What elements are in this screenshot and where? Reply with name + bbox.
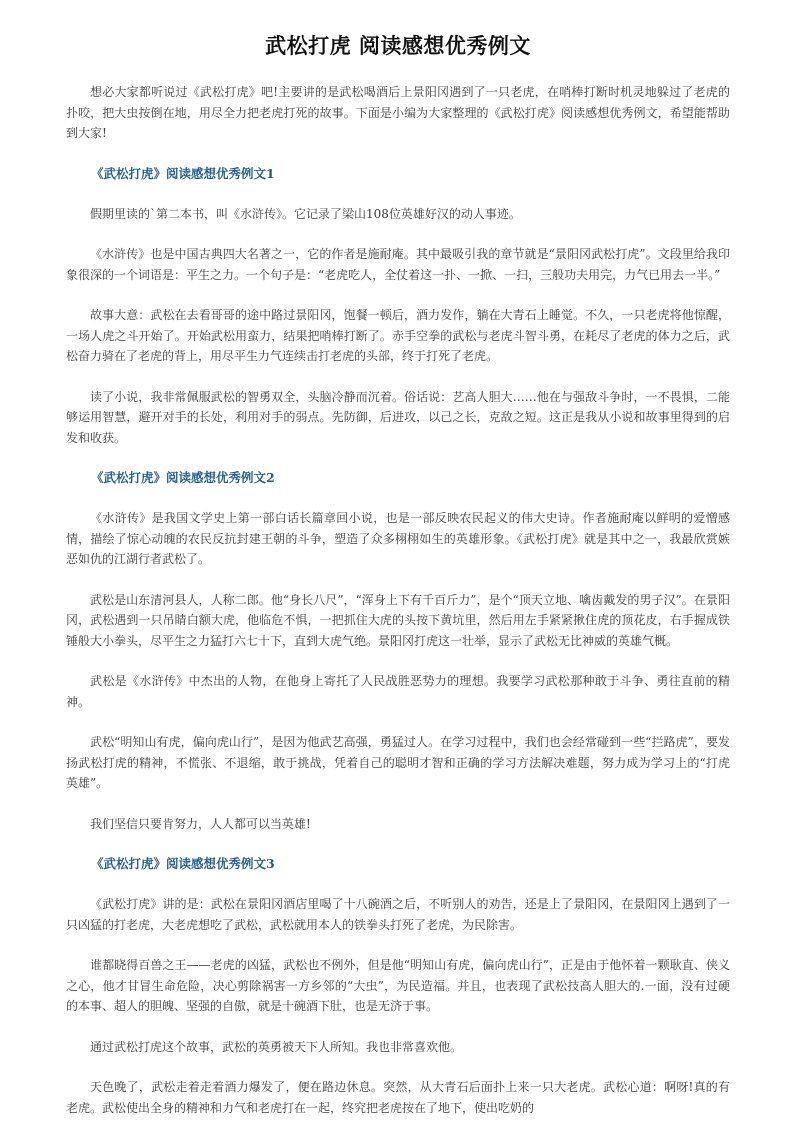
paragraph: 武松是《水浒传》中杰出的人物，在他身上寄托了人民战胜恶势力的理想。我要学习武松那种敢于斗争、勇往直前的精神。: [66, 674, 730, 709]
section-heading-1: 《武松打虎》阅读感想优秀例文1: [91, 165, 275, 181]
paragraph: 《水浒传》是我国文学史上第一部白话长篇章回小说，也是一部反映农民起义的伟大史诗。作者施耐庵以鲜明的爱憎感情，描绘了惊心动魄的农民反抗封建王朝的斗争，塑造了众多栩栩如生的英雄形象。《武松打虎》就是其中之一，我最欣赏嫉恶如仇的江湖行者武松了。: [66, 511, 730, 566]
paragraph: 通过武松打虎这个故事，武松的英勇被天下人所知。我也非常喜欢他。: [90, 1039, 463, 1054]
paragraph: 天色晚了，武松走着走着酒力爆发了，便在路边休息。突然，从大青石后面扑上来一只大老虎。武松心道：啊呀!真的有老虎。武松使出全身的精神和力气和老虎打在一起，终究把老虎按在了地下，使出吃奶的: [66, 1080, 730, 1115]
paragraph: 《武松打虎》讲的是：武松在景阳冈酒店里喝了十八碗酒之后，不听别人的劝告，还是上了景阳冈，在景阳冈上遇到了一只凶猛的打老虎，大老虎想吃了武松，武松就用本人的铁拳头打死了老虎，为民除害。: [66, 897, 730, 932]
paragraph: 武松是山东清河县人，人称二郎。他“身长八尺”，“浑身上下有千百斤力”，是个“顶天立地、噙齿戴发的男子汉”。在景阳冈，武松遇到一只吊睛白额大虎，他临危不惧，一把抓住大虎的头按下黄坑里，然后用左手紧紧揪住虎的顶花皮，右手握成铁锤般大小拳头，尽平生之力猛打六七十下，直到大虎气绝。景阳冈打虎这一壮举，显示了武松无比神威的英雄气概。: [66, 592, 730, 648]
essay-section-3: [66, 854, 730, 1118]
paragraph: 读了小说，我非常佩服武松的智勇双全，头脑冷静而沉着。俗话说：艺高人胆大……他在与强敌斗争时，一不畏惧，二能够运用智慧，避开对手的长处，利用对手的弱点。先防御，后进攻，以己之长，克敌之短。这正是我从小说和故事里得到的启发和收获。: [66, 389, 730, 445]
paragraph: 我们坚信只要肯努力，人人都可以当英雄!: [90, 816, 311, 831]
document-title: 武松打虎 阅读感想优秀例文: [265, 34, 531, 58]
section-heading-3: 《武松打虎》阅读感想优秀例文3: [91, 856, 275, 871]
essay-section-2: [66, 468, 730, 834]
section-heading-2: 《武松打虎》阅读感想优秀例文2: [91, 470, 275, 485]
paragraph: 《水浒传》也是中国古典四大名著之一，它的作者是施耐庵。其中最吸引我的章节就是“景阳冈武松打虎”。文段里给我印象很深的一个词语是：平生之力。一个句子是：“老虎吃人，全仗着这一扑、一掀、一扫，三般功夫用完，力气已用去一半。”: [66, 247, 730, 282]
paragraph: 假期里读的`第二本书，叫《水浒传》。它记录了梁山108位英雄好汉的动人事迹。: [90, 206, 521, 221]
essay-section-1: [66, 164, 730, 449]
paragraph: 武松“明知山有虎，偏向虎山行”，是因为他武艺高强，勇猛过人。在学习过程中，我们也会经常碰到一些“拦路虎”，要发扬武松打虎的精神，不慌张、不退缩，敢于挑战，凭着自己的聪明才智和正确的学习方法解决难题，努力成为学习上的“打虎英雄”。: [66, 735, 730, 790]
intro-paragraph: 想必大家都听说过《武松打虎》吧!主要讲的是武松喝酒后上景阳冈遇到了一只老虎，在哨棒打断时机灵地躲过了老虎的扑咬，把大虫按倒在地，用尽全力把老虎打死的故事。下面是小编为大家整理的《武松打虎》阅读感想优秀例文，希望能帮助到大家!: [66, 85, 730, 140]
paragraph: 故事大意：武松在去看哥哥的途中路过景阳冈，饱餐一顿后，酒力发作，躺在大青石上睡觉。不久，一只老虎将他惊醒，一场人虎之斗开始了。开始武松用蛮力，结果把哨棒打断了。赤手空拳的武松与老虎斗智斗勇，在耗尽了老虎的体力之后，武松奋力骑在了老虎的背上，用尽平生力气连续击打老虎的头部，终于打死了老虎。: [66, 308, 730, 363]
paragraph: 谁都晓得百兽之王——老虎的凶猛，武松也不例外，但是他“明知山有虎，偏向虎山行”，正是由于他怀着一颗耿直、侠义之心，他才甘冒生命危险，决心剪除祸害一方乡邻的“大虫”，为民造福。并且，也表现了武松技高人胆大的.一面，没有过硬的本事、超人的胆魄、坚强的自傲，就是十碗酒下肚，也是无济于事。: [66, 958, 730, 1013]
